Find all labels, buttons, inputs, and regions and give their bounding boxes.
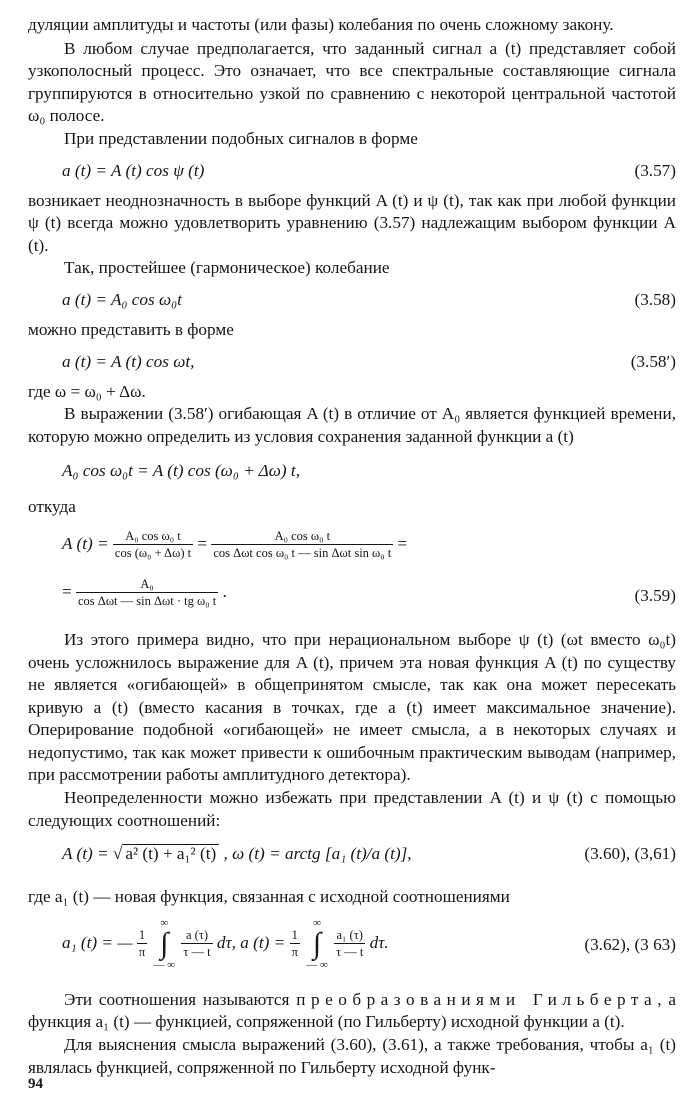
eq359-f3-denominator: cos Δωt — sin Δωt · tg ω₀ t (78, 593, 217, 608)
integral-sign-1: ∫ (160, 926, 169, 960)
eq362-i1-num: a (τ) (185, 927, 209, 942)
equation-3-60-3-61 (62, 844, 676, 872)
equation-condition-body: A₀ cos ω₀t = A (t) cos (ω₀ + Δω) t, (62, 461, 300, 481)
eq362-integrand-2 (334, 928, 365, 960)
eq359-fraction-2 (211, 529, 393, 561)
paragraph-13-start: Эти соотношения называются (64, 989, 290, 1009)
paragraph-7: где ω = ω₀ + Δω. (28, 381, 146, 401)
paragraph-6: можно представить в форме (28, 319, 234, 339)
equation-3-59-line-1 (62, 529, 676, 571)
eq362-int2-lower: — ∞ (306, 958, 328, 971)
eq362-coef-2-den: π (291, 944, 298, 959)
paragraph-2: В любом случае предполагается, что заданный сигнал a (t) представляет собой узкополосный процесс. Это означает, что все спектральные составляющие сигнала группируются в относительно узкой по сравнению с некоторой центральной частотой ω₀ полосе. (28, 38, 676, 126)
paragraph-10: Из этого примера видно, что при нерациональном выборе ψ (t) (ωt вместо ω₀t) очень усложнилось выражение для A (t), причем эта новая функция A (t) по существу не является «огибающей» в общепринятом смысле, так как она может пересекать кривую a (t) (вместо касания в точках, где a (t) имеет максимальное значение). Оперирование подобной «огибающей» не имеет смысла, а в некоторых случаях и недопустимо, так как может привести к ошибочным практическим выводам (например, при рассмотрении работы амплитудного детектора). (28, 629, 676, 785)
eq359-fraction-3 (76, 577, 218, 609)
eq362-coef-1-den: π (138, 944, 146, 959)
paragraph-1: дуляции амплитуды и частоты (или фазы) колебания по очень сложному закону. (28, 15, 614, 34)
eq362-int1-upper: ∞ (160, 916, 169, 929)
paragraph-11: Неопределенности можно избежать при представлении A (t) и ψ (t) с помощью следующих соотношений: (28, 788, 676, 830)
integral-sign-2: ∫ (312, 926, 322, 960)
eq359-lhs: A (t) = (62, 533, 109, 553)
eq360-mid: , ω (t) = arctg [a₁ (t)/a (t)], (223, 844, 412, 864)
equation-number-3-62-3-63: (3.62), (3 63) (584, 934, 676, 954)
eq362-integral-1 (153, 917, 175, 971)
eq359-f3-numerator: A₀ (140, 576, 154, 591)
equation-3-57-body: a (t) = A (t) cos ψ (t) (62, 160, 205, 180)
eq362-coef-1-num: 1 (138, 927, 146, 942)
eq362-lhs1: a₁ (t) = — (62, 932, 133, 952)
paragraph-14: Для выяснения смысла выражений (3.60), (3.61), а также требования, чтобы a₁ (t) являлась функцией, сопряженной по Гильберту исходной функ- (28, 1035, 676, 1077)
eq362-coef-2 (290, 928, 300, 960)
eq362-i2-den: τ — t (336, 944, 364, 959)
equation-3-58-prime (28, 351, 676, 373)
paragraph-5: Так, простейшее (гармоническое) колебание (64, 258, 390, 278)
paragraph-3: При представлении подобных сигналов в форме (64, 128, 418, 148)
eq359-fraction-1 (113, 529, 193, 561)
eq360-radicand: a² (t) + a₁² (t) (122, 844, 219, 863)
paragraph-13 (28, 989, 676, 1034)
equation-number-3-59: (3.59) (634, 585, 676, 605)
page-body (28, 14, 676, 1079)
paragraph-9: откуда (28, 497, 76, 517)
equation-number-3-57: (3.57) (634, 160, 676, 180)
paragraph-12: где a₁ (t) — новая функция, связанная с исходной соотношениями (28, 887, 510, 907)
equation-3-58-prime-body: a (t) = A (t) cos ωt, (62, 351, 195, 371)
equation-3-57 (28, 160, 676, 182)
eq359-f2-denominator: cos Δωt cos ω₀ t — sin Δωt sin ω₀ t (213, 545, 392, 560)
eq359-f2-numerator: A₀ cos ω₀ t (274, 528, 331, 543)
eq362-integrand-1 (181, 928, 212, 960)
eq362-dtau-1: dτ, (216, 932, 236, 952)
equation-number-3-58-prime: (3.58′) (630, 351, 676, 371)
equation-number-3-60-3-61: (3.60), (3,61) (584, 844, 676, 864)
page-number: 94 (28, 1076, 43, 1092)
eq362-int2-upper: ∞ (313, 916, 321, 929)
eq362-integral-2 (306, 917, 328, 971)
eq359-line2-tail: . (222, 581, 227, 601)
eq362-coef-2-num: 1 (291, 927, 298, 942)
eq360-lhs: A (t) = (62, 844, 109, 864)
eq362-lhs2: a (t) = (240, 932, 286, 952)
paragraph-13-end: , а функция a₁ (t) — функцией, сопряженной (по Гильберту) исходной функции a (t). (28, 989, 677, 1032)
equation-3-59-line-2 (62, 577, 676, 617)
eq359-f1-denominator: cos (ω₀ + Δω) t (114, 545, 192, 560)
hilbert-transform-term: преобразованиями Гильберта (296, 989, 658, 1009)
eq362-coef-1 (137, 928, 147, 960)
equation-3-58-body: a (t) = A₀ cos ω₀t (62, 289, 182, 309)
paragraph-8: В выражении (3.58′) огибающая A (t) в отличие от A₀ является функцией времени, которую можно определить из условия сохранения заданной функции a (t) (28, 404, 676, 446)
eq362-i2-num: a₁ (τ) (336, 927, 363, 942)
sqrt-sign: √ (112, 844, 123, 864)
eq359-line2-lead: = (62, 581, 72, 601)
eq359-equal-sign: = (197, 533, 208, 553)
equation-condition (28, 460, 676, 482)
eq362-i1-den: τ — t (183, 944, 211, 959)
equation-number-3-58: (3.58) (634, 289, 676, 309)
eq359-f1-numerator: A₀ cos ω₀ t (125, 528, 181, 543)
equation-3-62-3-63 (62, 917, 676, 979)
eq359-trailing-equal: = (397, 533, 408, 553)
equation-3-58 (28, 289, 676, 311)
paragraph-4: возникает неоднозначность в выборе функций A (t) и ψ (t), так как при любой функции ψ (t) всегда можно удовлетворить уравнению (3.57) надлежащим выбором функции A (t). (28, 190, 676, 255)
eq362-int1-lower: — ∞ (153, 958, 176, 971)
eq362-dtau-2: dτ. (369, 932, 389, 952)
